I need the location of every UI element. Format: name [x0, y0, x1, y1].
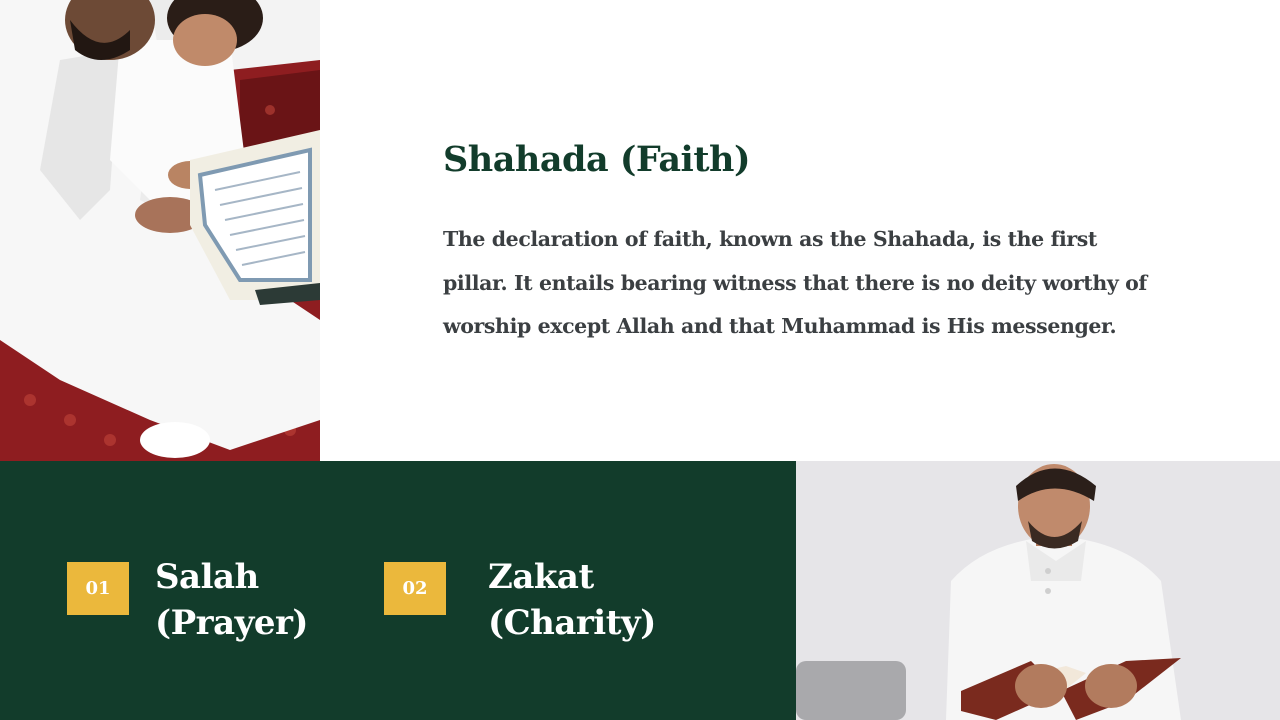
pillar-number-badge: 01	[67, 562, 129, 615]
pillar-title-line: Salah	[155, 557, 259, 597]
pillar-subtitle-line: (Charity)	[488, 603, 656, 643]
section-description: The declaration of faith, known as the Shahada, is the first pillar. It entails bearing witness that there is no deity worthy of worship except Allah and that Muhammad is His messenger.	[443, 227, 1147, 338]
section-title: Shahada (Faith)	[443, 139, 751, 180]
pillar-subtitle-line: (Prayer)	[155, 603, 308, 643]
pillar-number-badge: 02	[384, 562, 446, 615]
pillar-title-zakat	[488, 554, 656, 646]
photo-father-son-reading-quran	[0, 0, 320, 461]
photo-man-reading-book	[796, 461, 1280, 720]
pillar-title-line: Zakat	[488, 557, 594, 597]
pillar-title-salah	[155, 554, 308, 646]
